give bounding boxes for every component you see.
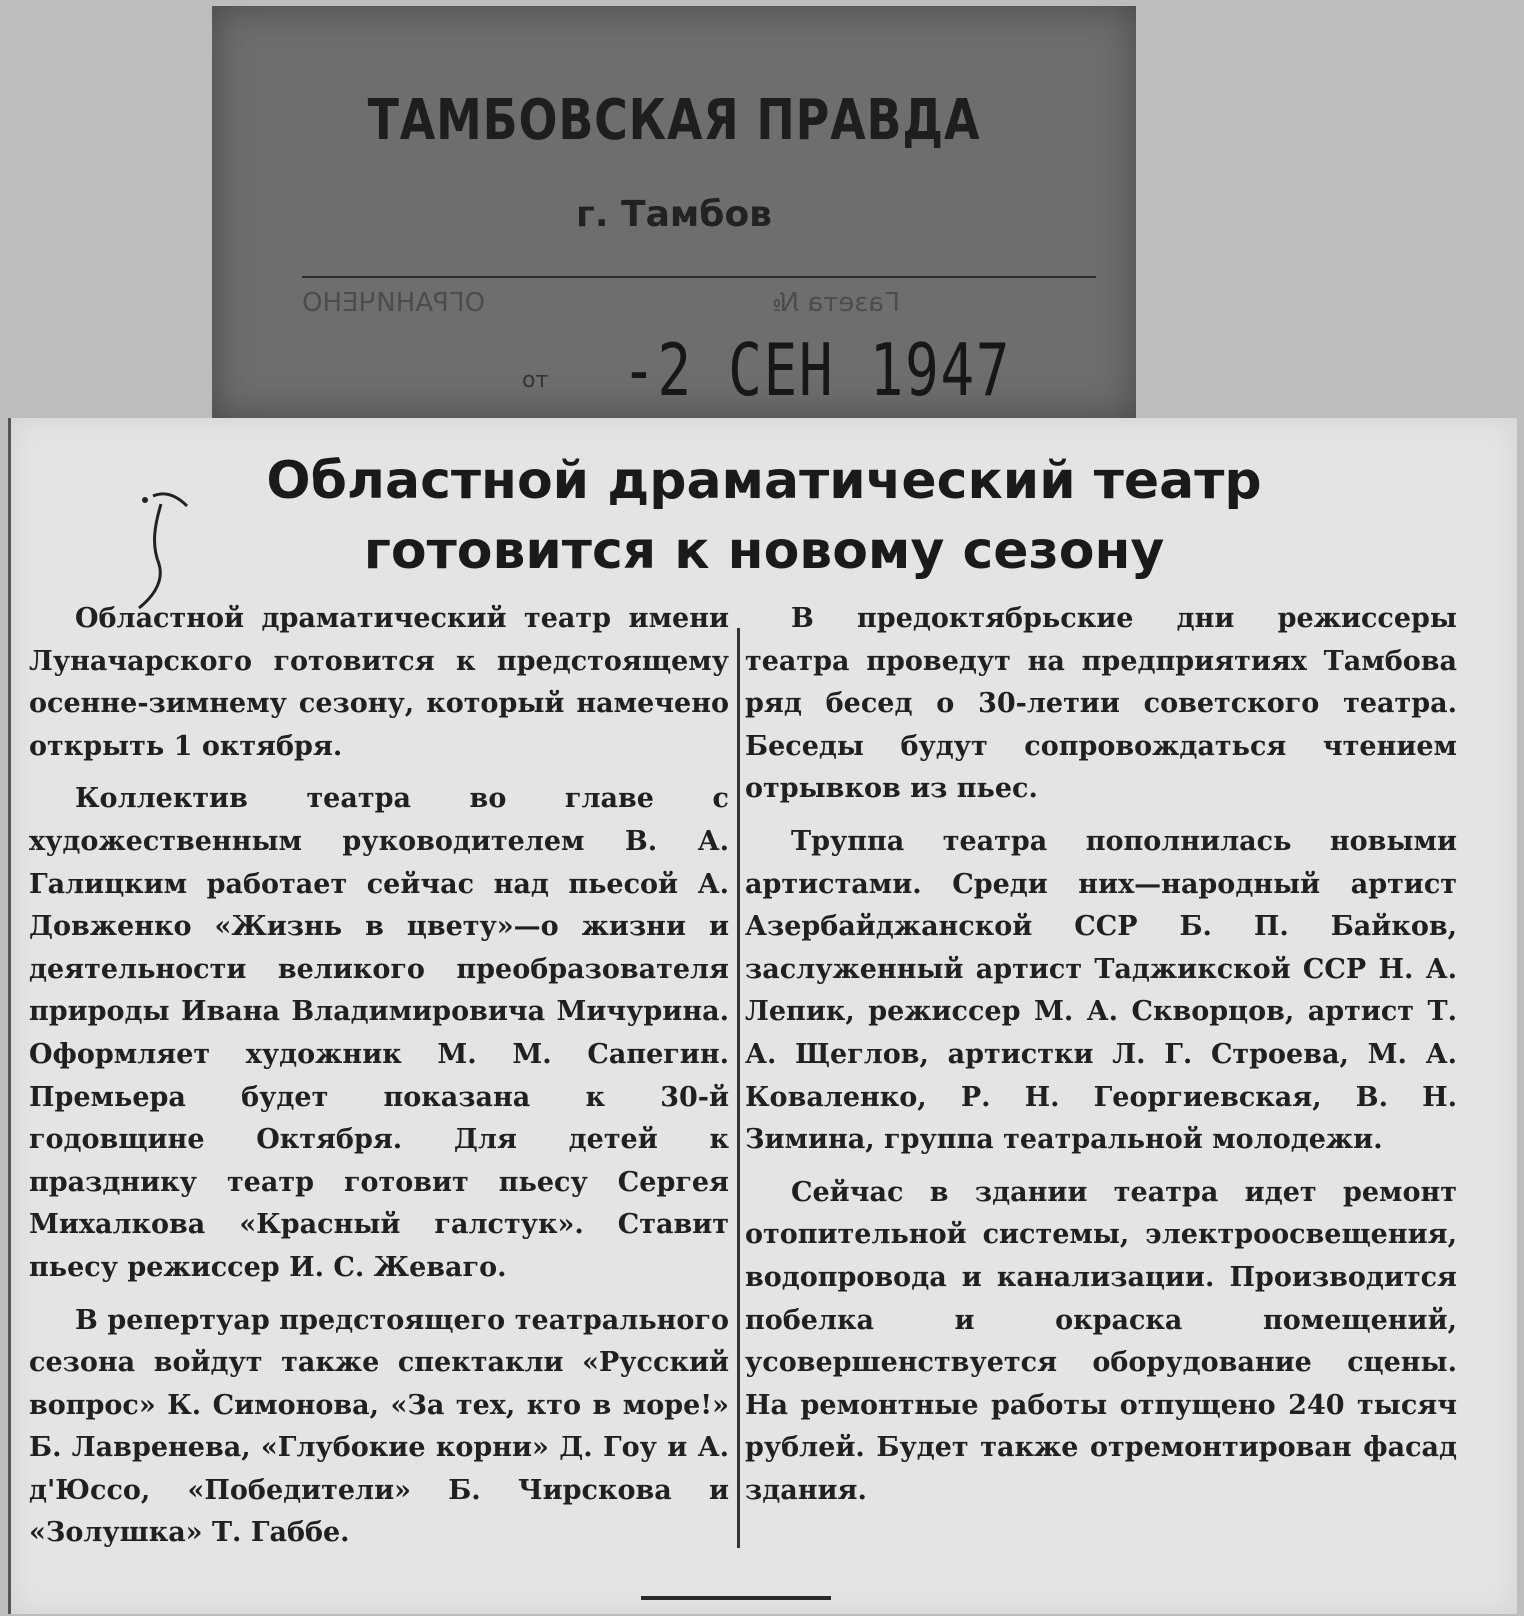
article-headline (11, 446, 1517, 586)
article-paragraph: Коллектив театра во главе с художественным руководителем В. А. Галицким работает сейчас над пьесой А. Довженко «Жизнь в цвету»—о жизни и деятельности великого преобразователя природы Ивана Владимировича Мичурина. Оформляет художник М. М. Сапегин. Премьера будет показана к 30-й годовщине Октября. Для детей к празднику театр готовит пьесу Сергея Михалкова «Красный галстук». Ставит пьесу режиссер И. С. Жеваго. (29, 783, 729, 1283)
headline-line-2: готовится к новому сезону (363, 521, 1165, 581)
stamp-mirrored-text-left: ОГРАНИЧЕНО (302, 288, 486, 318)
article-paragraph: Сейчас в здании театра идет ремонт отопительной системы, электроосвещения, водопровода и канализации. Производится побелка и окраска помещений, усовершенствуется оборудование сцены. На ремонтные работы отпущено 240 тысяч рублей. Будет также отремонтирован фасад здания. (745, 1176, 1457, 1506)
stamp-city: г. Тамбов (576, 194, 772, 235)
stamp-mirrored-text-right: Газета № (772, 288, 900, 318)
article-end-rule (641, 1596, 831, 1600)
article-paragraph: В предоктябрьские дни режиссеры театра проведут на предприятиях Тамбова ряд бесед о 30-летии советского театра. Беседы будут сопровождаться чтением отрывков из пьес. (745, 603, 1457, 805)
stamp-date-prefix: от (522, 368, 549, 393)
stamp-newspaper-title: ТАМБОВСКАЯ ПРАВДА (367, 88, 981, 153)
stamp-divider (302, 276, 1096, 278)
article-column-right (745, 598, 1457, 1522)
stamp-date: -2 СЕН 1947 (622, 328, 1012, 412)
article-paragraph: Областной драматический театр имени Луначарского готовится к предстоящему осенне-зимнему сезону, который намечено открыть 1 октября. (29, 603, 729, 762)
pencil-mark-icon (131, 484, 191, 614)
article-clipping (8, 418, 1517, 1614)
column-divider (737, 628, 740, 1548)
article-paragraph: Труппа театра пополнилась новыми артистами. Среди них—народный артист Азербайджанской ССР Б. П. Байков, заслуженный артист Таджикской ССР Н. А. Лепик, режиссер М. А. Скворцов, артист Т. А. Щеглов, артистки Л. Г. Строева, М. А. Коваленко, Р. Н. Георгиевская, В. Н. Зимина, группа театральной молодежи. (745, 825, 1457, 1156)
newspaper-stamp (212, 6, 1136, 418)
article-paragraph: В репертуар предстоящего театрального сезона войдут также спектакли «Русский вопрос» К. Симонова, «За тех, кто в море!» Б. Лавренева, «Глубокие корни» Д. Гоу и А. д'Юссо, «Победители» Б. Чирскова и «Золушка» Т. Габбе. (29, 1304, 729, 1549)
headline-line-1: Областной драматический театр (266, 451, 1262, 511)
article-column-left (29, 598, 729, 1565)
